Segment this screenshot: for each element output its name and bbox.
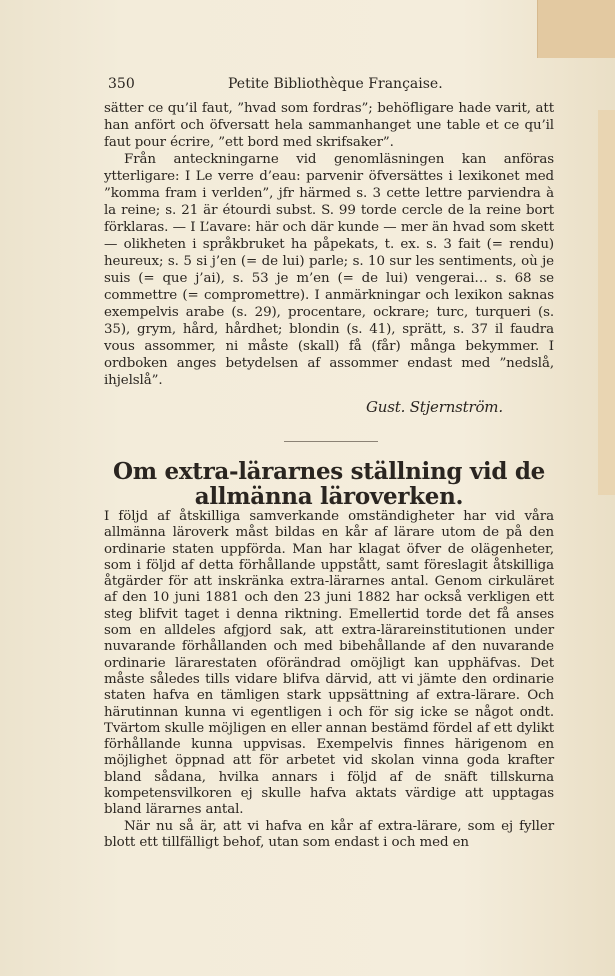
paragraph: sätter ce qu’il faut, ”hvad som fordras”; behöfligare hade varit, att han anfört och öfversatt hela sammanhanget une table et ce qu’il faut pour écrire, ”ett bord med skrifsaker”. bbox=[104, 101, 554, 150]
paragraph: Från anteckningarne vid genomläsningen kan anföras ytterligare: I Le verre d’eau: parvenir öfversättes i lexikonet med ”komma fram i verlden”, jfr härmed s. 3 cette lettre parviendra à la reine; s. 21 är étourdi subst. S. 99 torde cercle de la reine bort förklaras. — I L’avare: här och där kunde — mer än hvad som skett — olikheten i språkbruket ha påpekats, t. ex. s. 3 fait (= rendu) heureux; s. 5 si j’en (= de lui) parle; s. 10 sur les sentiments, où je suis (= que j’ai), s. 53 je m’en (= de lui) vengerai… s. 68 se commettre (= compromettre). I anmärkningar och lexikon saknas exempelvis arabe (s. 29), procentare, ockrare; turc, turqueri (s. 35), grym, hård, hårdhet; blondin (s. 41), sprätt, s. 37 il faudra vous assommer, ni måste (skall) få (får) många bekymmer. I ordboken anges betydelsen af assommer endast med ”nedslå, ihjelslå”. bbox=[104, 152, 554, 388]
page-number: 350 bbox=[108, 76, 135, 92]
paragraph: När nu så är, att vi hafva en kår af extra-lärare, som ej fyller blott ett tillfälligt behof, utan som endast i och med en bbox=[104, 818, 554, 850]
previous-article-text bbox=[104, 100, 554, 389]
page-header bbox=[108, 76, 548, 96]
section-divider bbox=[284, 441, 378, 442]
running-title: Petite Bibliothèque Française. bbox=[228, 76, 443, 92]
author-signature: Gust. Stjernström. bbox=[366, 398, 503, 416]
paragraph: I följd af åtskilliga samverkande omständigheter har vid våra allmänna läroverk måst bildas en kår af lärare utom de på den ordinarie staten uppförda. Man har klagat öfver de olägenheter, som i följd af detta förhållande uppstått, samt föreslagit åtskilliga åtgärder för att inskränka extra-lärarnes antal. Genom cirkuläret af den 10 juni 1881 och den 23 juni 1882 har också verkligen ett steg blifvit taget i denna riktning. Emellertid torde det få anses som en alldeles afgjord sak, att extra-lärareinstitutionen under nuvarande förhållanden och med bibehållande af den nuvarande ordinarie lärarestaten oförändrad omöjligt kan upphäfvas. Det måste således tills vidare blifva därvid, att vi jämte den ordinarie staten hafva en tämligen stark uppsättning af extra-lärare. Och härutinnan kunna vi egentligen i och för sig icke se något ondt. Tvärtom skulle möjligen en eller annan bestämd fördel af ett dylikt förhållande kunna uppvisas. Exempelvis finnes härigenom en möjlighet öppnad att för arbetet vid skolan vinna goda krafter bland sådana, hvilka annars i följd af de snäft tillskurna kompetensvilkoren ej skulle hafva aktats värdige att upptagas bland lärarnes antal. bbox=[104, 509, 554, 818]
paper-edge-strip bbox=[598, 110, 615, 495]
article-body bbox=[104, 509, 554, 851]
article-title: Om extra-lärarnes ställning vid de allmänna läroverken. bbox=[113, 458, 545, 510]
paper-tab-marker bbox=[537, 0, 615, 58]
